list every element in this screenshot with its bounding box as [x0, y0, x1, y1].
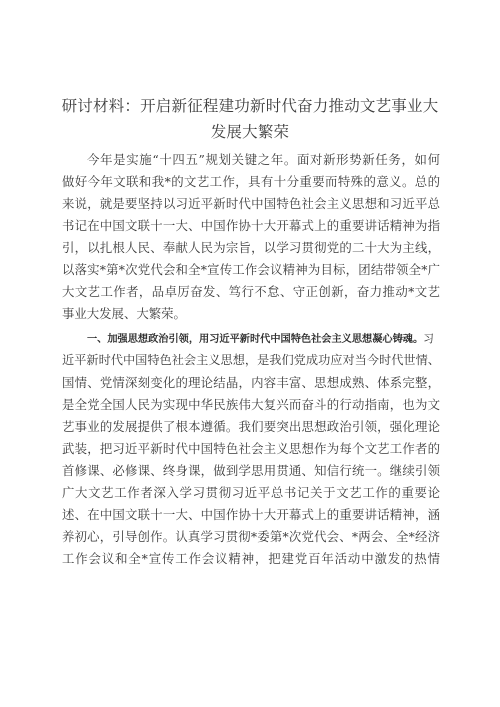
section-1-line-4: 艺事业的发展提供了根本遵循。我们要突出思想政治引领，强化理论	[62, 419, 440, 434]
section-1-line-7: 广大文艺工作者深入学习贯彻习近平总书记关于文艺工作的重要论	[62, 485, 440, 500]
section-1-heading: 一、加强思想政治引领，用习近平新时代中国特色社会主义思想凝心铸魂。	[87, 334, 424, 345]
paragraph-1-line-8: 事业大发展、大繁荣。	[62, 306, 186, 321]
section-1-line-1: 近平新时代中国特色社会主义思想，是我们党成功应对当今时代世情、	[62, 353, 440, 367]
paragraph-1-line-4: 书记在中国文联十一大、中国作协十大开幕式上的重要讲话精神为指	[62, 218, 440, 233]
section-1-line-3: 是全党全国人民为实现中华民族伟大复兴而奋斗的行动指南，也为文	[62, 397, 440, 412]
paragraph-1-line-7: 大文艺工作者，品卓厉奋发、笃行不怠、守正创新，奋力推动*文艺	[62, 284, 440, 299]
document-title-line-1: 研讨材料：开启新征程建功新时代奋力推动文艺事业大	[61, 97, 439, 115]
section-1-line-10: 工作会议和全*宣传工作会议精神，把建党百年活动中激发的热情	[62, 551, 440, 566]
section-1-line-2: 国情、党情深刻变化的理论结晶，内容丰富、思想成熟、体系完整，	[62, 375, 440, 390]
section-1-heading-line	[87, 331, 440, 347]
section-1-line-6: 首修课、必修课、终身课，做到学思用贯通、知信行统一。继续引领	[62, 463, 440, 478]
section-1-heading-tail: 习	[423, 333, 434, 345]
section-1-line-9: 养初心，引导创作。认真学习贯彻*委第*次党代会、*两会、全*经济	[62, 529, 440, 544]
paragraph-1-line-2: 做好今年文联和我*的文艺工作，具有十分重要而特殊的意义。总的	[62, 174, 440, 189]
paragraph-1-line-1: 今年是实施“十四五”规划关键之年。面对新形势新任务，如何	[87, 152, 440, 167]
document-title-line-2: 发展大繁荣	[210, 123, 290, 141]
section-1-line-8: 述、在中国文联十一大、中国作协十大开幕式上的重要讲话精神，涵	[62, 507, 440, 522]
paragraph-1-line-6: 以落实*第*次党代会和全*宣传工作会议精神为目标，团结带领全*广	[62, 262, 440, 277]
paragraph-1-line-5: 引，以扎根人民、奉献人民为宗旨，以学习贯彻党的二十大为主线，	[62, 240, 440, 255]
paragraph-1-line-3: 来说，就是要坚持以习近平新时代中国特色社会主义思想和习近平总	[62, 196, 440, 211]
section-1-line-5: 武装，把习近平新时代中国特色社会主义思想作为每个文艺工作者的	[62, 441, 440, 456]
